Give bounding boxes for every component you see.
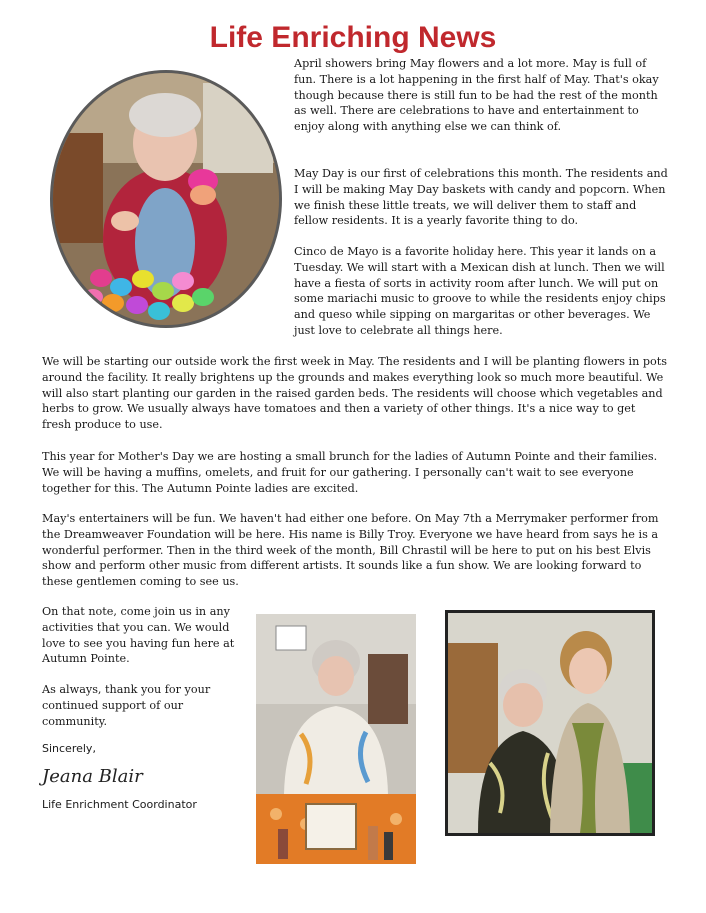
paragraph-entertainers: May's entertainers will be fun. We haven't had either one before. On May 7th a Merrymaker performer from the Dreamweaver Foundation will be here. His name is Billy Troy. Everyone we have heard from says he is a wonderful performer. Then in the third week of the month, Bill Chrastil will be here to put on his best Elvis show and perform other music from different artists. It sounds like a fun show. We are looking forward to these gentlemen coming to see us.	[42, 512, 659, 589]
photo-illustration	[256, 614, 416, 864]
resident-with-coordinator-photo	[445, 610, 655, 836]
photo-illustration	[53, 73, 279, 325]
paragraph-thank-you: As always, thank you for your continued support of our community.	[42, 683, 211, 728]
resident-easter-eggs-photo	[50, 70, 282, 328]
photo-illustration	[448, 613, 652, 833]
paragraph-may-day: May Day is our first of celebrations this month. The residents and I will be making May Day baskets with candy and popcorn. When we finish these little treats, we will deliver them to staff and fellow residents. It is a yearly favorite thing to do.	[294, 167, 668, 228]
closing-line: Sincerely,	[42, 742, 96, 755]
paragraph-mothers-day: This year for Mother's Day we are hosting a small brunch for the ladies of Autumn Pointe and their families. We will be having a muffins, omelets, and fruit for our gathering. I personally can't wait to see everyone together for this. The Autumn Pointe ladies are excited.	[42, 450, 658, 495]
newsletter-title: Life Enriching News	[209, 21, 497, 54]
paragraph-outside-work: We will be starting our outside work the first week in May. The residents and I will be planting flowers in pots around the facility. It really brightens up the grounds and makes everything look so much more beautiful. We will also start planting our garden in the raised garden beds. The residents will choose which vegetables and herbs to grow. We usually always have tomatoes and then a variety of other things. It's a nice way to get fresh produce to use.	[42, 355, 668, 432]
paragraph-may-intro: April showers bring May flowers and a lot more. May is full of fun. There is a lot happening in the first half of May. That's okay though because there is still fun to be had the rest of the month as well. There are celebrations to have and entertainment to enjoy along with anything else we can think of.	[294, 57, 659, 134]
paragraph-cinco-de-mayo: Cinco de Mayo is a favorite holiday here. This year it lands on a Tuesday. We will start with a Mexican dish at lunch. Then we will have a fiesta of sorts in activity room after lunch. We will put on some mariachi music to groove to while the residents enjoy chips and queso while sipping on margaritas or other beverages. We just love to celebrate all things here.	[294, 245, 666, 337]
resident-painting-photo	[256, 614, 416, 864]
paragraph-join-us: On that note, come join us in any activities that you can. We would love to see you having fun here at Autumn Pointe.	[42, 605, 235, 666]
coordinator-title: Life Enrichment Coordinator	[42, 798, 197, 811]
signature: Jeana Blair	[42, 766, 143, 787]
